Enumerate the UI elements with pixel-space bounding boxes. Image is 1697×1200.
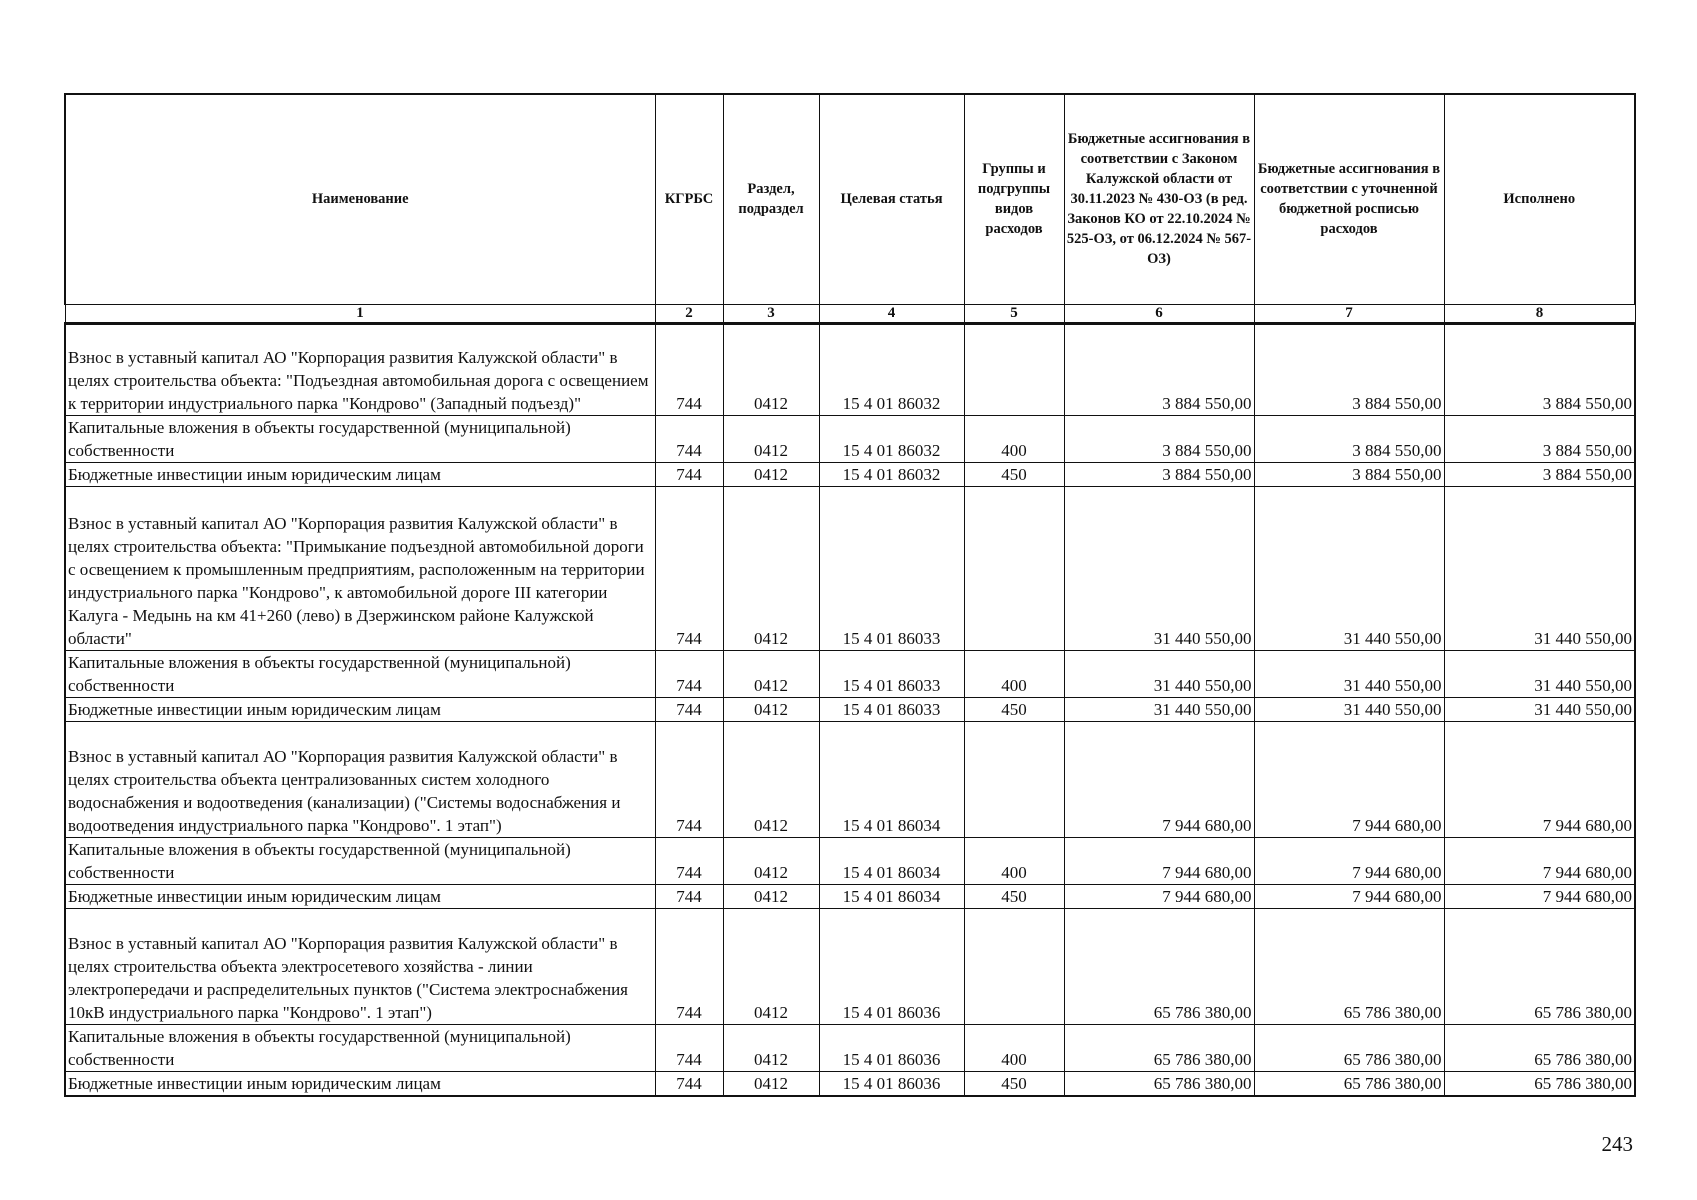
cell-law: 3 884 550,00 (1064, 323, 1254, 415)
column-number: 7 (1254, 304, 1444, 323)
header-kgrbs: КГРБС (655, 94, 723, 304)
cell-kgrbs: 744 (655, 1024, 723, 1071)
cell-kgrbs: 744 (655, 650, 723, 697)
cell-refined: 65 786 380,00 (1254, 1071, 1444, 1096)
cell-group: 400 (964, 1024, 1064, 1071)
cell-target: 15 4 01 86036 (819, 1024, 964, 1071)
cell-group (964, 721, 1064, 837)
header-target: Целевая статья (819, 94, 964, 304)
cell-section: 0412 (723, 837, 819, 884)
cell-group (964, 486, 1064, 650)
cell-refined: 7 944 680,00 (1254, 837, 1444, 884)
cell-section: 0412 (723, 462, 819, 486)
budget-table (64, 93, 1636, 1097)
column-header-row (65, 94, 1635, 304)
cell-refined: 65 786 380,00 (1254, 1024, 1444, 1071)
cell-name: Капитальные вложения в объекты государственной (муниципальной) собственности (65, 650, 655, 697)
cell-target: 15 4 01 86034 (819, 884, 964, 908)
table-row (65, 837, 1635, 884)
cell-kgrbs: 744 (655, 486, 723, 650)
header-name: Наименование (65, 94, 655, 304)
cell-group: 450 (964, 697, 1064, 721)
cell-name: Капитальные вложения в объекты государственной (муниципальной) собственности (65, 415, 655, 462)
cell-refined: 31 440 550,00 (1254, 697, 1444, 721)
header-law: Бюджетные ассигнования в соответствии с Законом Калужской области от 30.11.2023 № 430-ОЗ (в ред. Законов КО от 22.10.2024 № 525-ОЗ, от 06.12.2024 № 567-ОЗ) (1064, 94, 1254, 304)
cell-law: 31 440 550,00 (1064, 697, 1254, 721)
header-section: Раздел, подраздел (723, 94, 819, 304)
cell-kgrbs: 744 (655, 462, 723, 486)
cell-group: 450 (964, 462, 1064, 486)
cell-executed: 31 440 550,00 (1444, 486, 1635, 650)
cell-target: 15 4 01 86032 (819, 323, 964, 415)
cell-law: 65 786 380,00 (1064, 908, 1254, 1024)
cell-refined: 31 440 550,00 (1254, 650, 1444, 697)
column-number: 2 (655, 304, 723, 323)
table-row (65, 650, 1635, 697)
cell-name: Бюджетные инвестиции иным юридическим лицам (65, 884, 655, 908)
cell-target: 15 4 01 86036 (819, 908, 964, 1024)
cell-executed: 31 440 550,00 (1444, 697, 1635, 721)
cell-section: 0412 (723, 650, 819, 697)
cell-section: 0412 (723, 908, 819, 1024)
cell-name: Бюджетные инвестиции иным юридическим лицам (65, 697, 655, 721)
column-number: 8 (1444, 304, 1635, 323)
table-row (65, 721, 1635, 837)
cell-section: 0412 (723, 1024, 819, 1071)
cell-group (964, 908, 1064, 1024)
cell-executed: 65 786 380,00 (1444, 1024, 1635, 1071)
cell-section: 0412 (723, 415, 819, 462)
cell-law: 3 884 550,00 (1064, 462, 1254, 486)
column-number: 4 (819, 304, 964, 323)
cell-name: Взнос в уставный капитал АО "Корпорация развития Калужской области" в целях строительства объекта: "Примыкание подъездной автомобильной дороги с освещением к промышленным предприятиям, расположенным на территории индустриального парка "Кондрово", к автомобильной дороге III категории Калуга - Медынь на км 41+260 (лево) в Дзержинском районе Калужской области" (65, 486, 655, 650)
table-row (65, 1071, 1635, 1096)
page-number: 243 (1601, 1132, 1633, 1156)
cell-refined: 31 440 550,00 (1254, 486, 1444, 650)
cell-section: 0412 (723, 486, 819, 650)
cell-kgrbs: 744 (655, 1071, 723, 1096)
cell-refined: 3 884 550,00 (1254, 415, 1444, 462)
cell-section: 0412 (723, 1071, 819, 1096)
cell-executed: 3 884 550,00 (1444, 323, 1635, 415)
header-group: Группы и подгруппы видов расходов (964, 94, 1064, 304)
cell-refined: 65 786 380,00 (1254, 908, 1444, 1024)
cell-name: Бюджетные инвестиции иным юридическим лицам (65, 462, 655, 486)
table-row (65, 1024, 1635, 1071)
cell-law: 31 440 550,00 (1064, 650, 1254, 697)
cell-executed: 7 944 680,00 (1444, 721, 1635, 837)
cell-group: 400 (964, 650, 1064, 697)
cell-kgrbs: 744 (655, 697, 723, 721)
column-number: 1 (65, 304, 655, 323)
cell-law: 7 944 680,00 (1064, 721, 1254, 837)
cell-refined: 3 884 550,00 (1254, 323, 1444, 415)
header-refined: Бюджетные ассигнования в соответствии с уточненной бюджетной росписью расходов (1254, 94, 1444, 304)
column-number-row (65, 304, 1635, 323)
cell-law: 65 786 380,00 (1064, 1071, 1254, 1096)
cell-kgrbs: 744 (655, 884, 723, 908)
cell-executed: 3 884 550,00 (1444, 415, 1635, 462)
cell-executed: 65 786 380,00 (1444, 1071, 1635, 1096)
cell-refined: 3 884 550,00 (1254, 462, 1444, 486)
cell-name: Бюджетные инвестиции иным юридическим лицам (65, 1071, 655, 1096)
cell-group (964, 323, 1064, 415)
cell-section: 0412 (723, 697, 819, 721)
cell-law: 7 944 680,00 (1064, 837, 1254, 884)
cell-name: Взнос в уставный капитал АО "Корпорация развития Калужской области" в целях строительства объекта централизованных систем холодного водоснабжения и водоотведения (канализации) ("Системы водоснабжения и водоотведения индустриального парка "Кондрово". 1 этап") (65, 721, 655, 837)
cell-target: 15 4 01 86034 (819, 721, 964, 837)
cell-section: 0412 (723, 323, 819, 415)
cell-law: 3 884 550,00 (1064, 415, 1254, 462)
cell-target: 15 4 01 86033 (819, 650, 964, 697)
table-row (65, 697, 1635, 721)
cell-kgrbs: 744 (655, 837, 723, 884)
cell-group: 400 (964, 837, 1064, 884)
cell-kgrbs: 744 (655, 908, 723, 1024)
cell-group: 400 (964, 415, 1064, 462)
cell-name: Капитальные вложения в объекты государственной (муниципальной) собственности (65, 1024, 655, 1071)
cell-section: 0412 (723, 721, 819, 837)
cell-target: 15 4 01 86032 (819, 415, 964, 462)
cell-kgrbs: 744 (655, 323, 723, 415)
cell-executed: 3 884 550,00 (1444, 462, 1635, 486)
table-row (65, 908, 1635, 1024)
table-row (65, 323, 1635, 415)
cell-executed: 65 786 380,00 (1444, 908, 1635, 1024)
cell-section: 0412 (723, 884, 819, 908)
cell-name: Взнос в уставный капитал АО "Корпорация развития Калужской области" в целях строительства объекта электросетевого хозяйства - линии электропередачи и распределительных пунктов ("Система электроснабжения 10кВ индустриального парка "Кондрово". 1 этап") (65, 908, 655, 1024)
cell-executed: 7 944 680,00 (1444, 884, 1635, 908)
table-row (65, 462, 1635, 486)
cell-kgrbs: 744 (655, 415, 723, 462)
cell-executed: 7 944 680,00 (1444, 837, 1635, 884)
cell-name: Взнос в уставный капитал АО "Корпорация развития Калужской области" в целях строительства объекта: "Подъездная автомобильная дорога с освещением к территории индустриального парка "Кондрово" (Западный подъезд)" (65, 323, 655, 415)
cell-target: 15 4 01 86033 (819, 697, 964, 721)
cell-group: 450 (964, 1071, 1064, 1096)
cell-target: 15 4 01 86033 (819, 486, 964, 650)
cell-name: Капитальные вложения в объекты государственной (муниципальной) собственности (65, 837, 655, 884)
table-row (65, 486, 1635, 650)
cell-target: 15 4 01 86032 (819, 462, 964, 486)
column-number: 3 (723, 304, 819, 323)
cell-group: 450 (964, 884, 1064, 908)
cell-refined: 7 944 680,00 (1254, 884, 1444, 908)
column-number: 6 (1064, 304, 1254, 323)
cell-kgrbs: 744 (655, 721, 723, 837)
cell-target: 15 4 01 86034 (819, 837, 964, 884)
cell-law: 65 786 380,00 (1064, 1024, 1254, 1071)
column-number: 5 (964, 304, 1064, 323)
cell-law: 7 944 680,00 (1064, 884, 1254, 908)
cell-target: 15 4 01 86036 (819, 1071, 964, 1096)
header-executed: Исполнено (1444, 94, 1635, 304)
table-row (65, 415, 1635, 462)
cell-refined: 7 944 680,00 (1254, 721, 1444, 837)
cell-executed: 31 440 550,00 (1444, 650, 1635, 697)
table-row (65, 884, 1635, 908)
cell-law: 31 440 550,00 (1064, 486, 1254, 650)
